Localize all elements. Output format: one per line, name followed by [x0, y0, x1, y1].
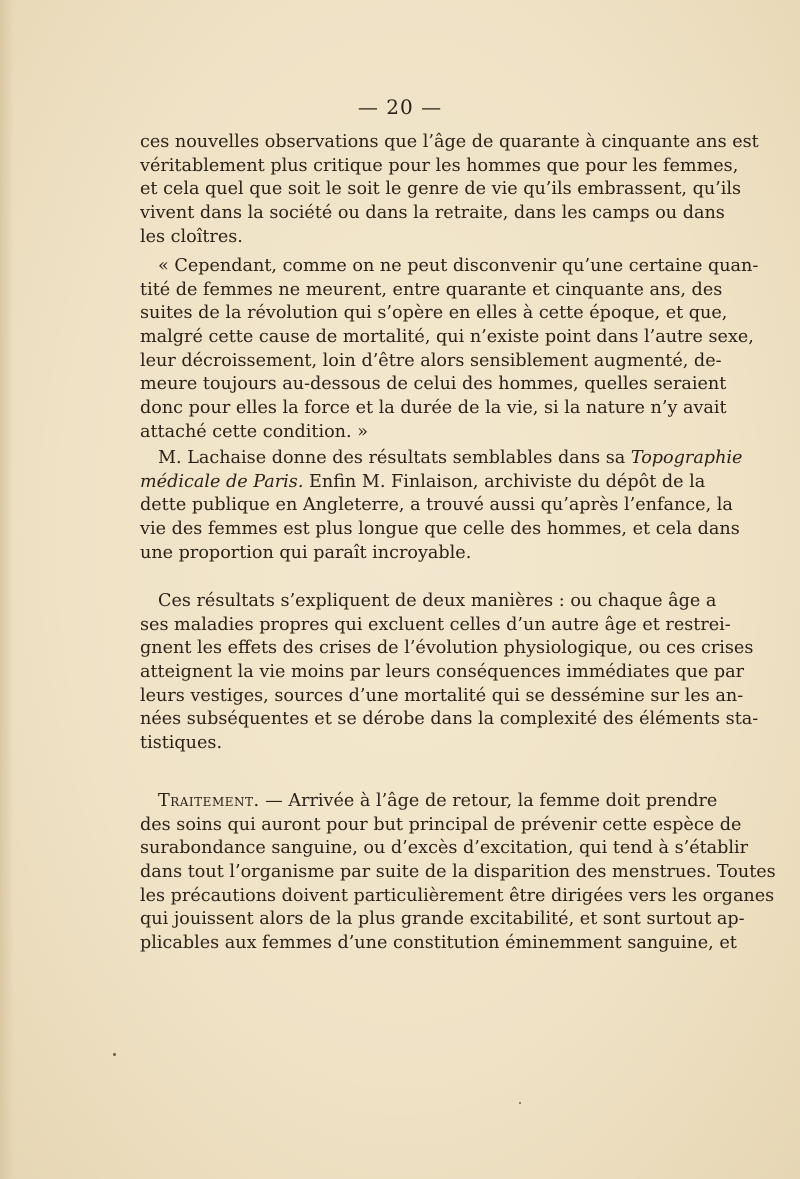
text-line: les cloîtres. [140, 226, 243, 247]
text-line: des soins qui auront pour but principal de prévenir cette espèce de [140, 814, 742, 835]
text-line: atteignent la vie moins par leurs conséquences immédiates que par [140, 662, 745, 683]
text-line: ces nouvelles observations que l’âge de quarante à cinquante ans est [140, 132, 759, 152]
text-line: « Cependant, comme on ne peut disconvenir qu’une certaine quan- [158, 256, 759, 276]
text-line: dans tout l’organisme par suite de la disparition des menstrues. Toutes [140, 862, 776, 883]
text-line: vie des femmes est plus longue que celle des hommes, et cela dans [140, 519, 740, 540]
text-line: tistiques. [140, 733, 223, 754]
paragraph-3 [140, 447, 743, 565]
text-segment: — Arrivée à l’âge de retour, la femme doit prendre [259, 791, 718, 811]
text-line: Ces résultats s’expliquent de deux manières : ou chaque âge a [158, 591, 717, 611]
text-line: meure toujours au-dessous de celui des hommes, quelles seraient [140, 374, 727, 395]
text-line [140, 447, 743, 471]
text-line: nées subséquentes et se dérobe dans la complexité des éléments sta- [140, 709, 759, 730]
text-line: attaché cette condition. » [140, 421, 368, 442]
text-line: qui jouissent alors de la plus grande excitabilité, et sont surtout ap- [140, 909, 745, 930]
paragraph-treatment [140, 790, 776, 956]
text-line: vivent dans la société ou dans la retraite, dans les camps ou dans [140, 203, 725, 224]
text-line: gnent les effets des crises de l’évolution physiologique, ou ces crises [140, 638, 754, 659]
text-line: leur décroissement, loin d’être alors sensiblement augmenté, de- [140, 350, 722, 371]
text-line: dette publique en Angleterre, a trouvé aussi qu’après l’enfance, la [140, 495, 733, 516]
page-number: — 20 — [357, 95, 443, 119]
paragraph-4 [140, 590, 759, 756]
ink-speck [113, 1053, 116, 1056]
text-line: les précautions doivent particulièrement être dirigées vers les organes [140, 885, 775, 906]
ink-speck [519, 1102, 521, 1104]
italic-title-segment: Topographie [630, 448, 743, 468]
text-line [140, 790, 718, 814]
italic-title-segment: médicale de Paris. [140, 471, 304, 492]
text-line: ses maladies propres qui excluent celles d’un autre âge et restrei- [140, 614, 731, 635]
text-line: malgré cette cause de mortalité, qui n’existe point dans l’autre sexe, [140, 327, 754, 348]
text-segment: M. Lachaise donne des résultats semblables dans sa [158, 448, 631, 468]
text-segment: Enfin M. Finlaison, archiviste du dépôt de la [303, 471, 706, 492]
text-line: tité de femmes ne meurent, entre quarante et cinquante ans, des [140, 279, 723, 300]
text-line: et cela quel que soit le soit le genre de vie qu’ils embrassent, qu’ils [140, 179, 742, 200]
text-line: leurs vestiges, sources d’une mortalité qui se dessémine sur les an- [140, 685, 744, 706]
text-line: donc pour elles la force et la durée de la vie, si la nature n’y avait [140, 398, 727, 419]
text-line: une proportion qui paraît incroyable. [140, 542, 472, 563]
section-heading: Traitement. [158, 791, 260, 811]
text-line: véritablement plus critique pour les hommes que pour les femmes, [140, 155, 739, 176]
text-line: suites de la révolution qui s’opère en elles à cette époque, et que, [140, 303, 728, 324]
text-line: plicables aux femmes d’une constitution éminemment sanguine, et [140, 933, 737, 954]
paragraph-2 [140, 255, 759, 445]
text-line [140, 471, 706, 495]
page-binding-edge [0, 0, 14, 1179]
paragraph-1 [140, 131, 759, 249]
text-line: surabondance sanguine, ou d’excès d’excitation, qui tend à s’établir [140, 838, 749, 859]
